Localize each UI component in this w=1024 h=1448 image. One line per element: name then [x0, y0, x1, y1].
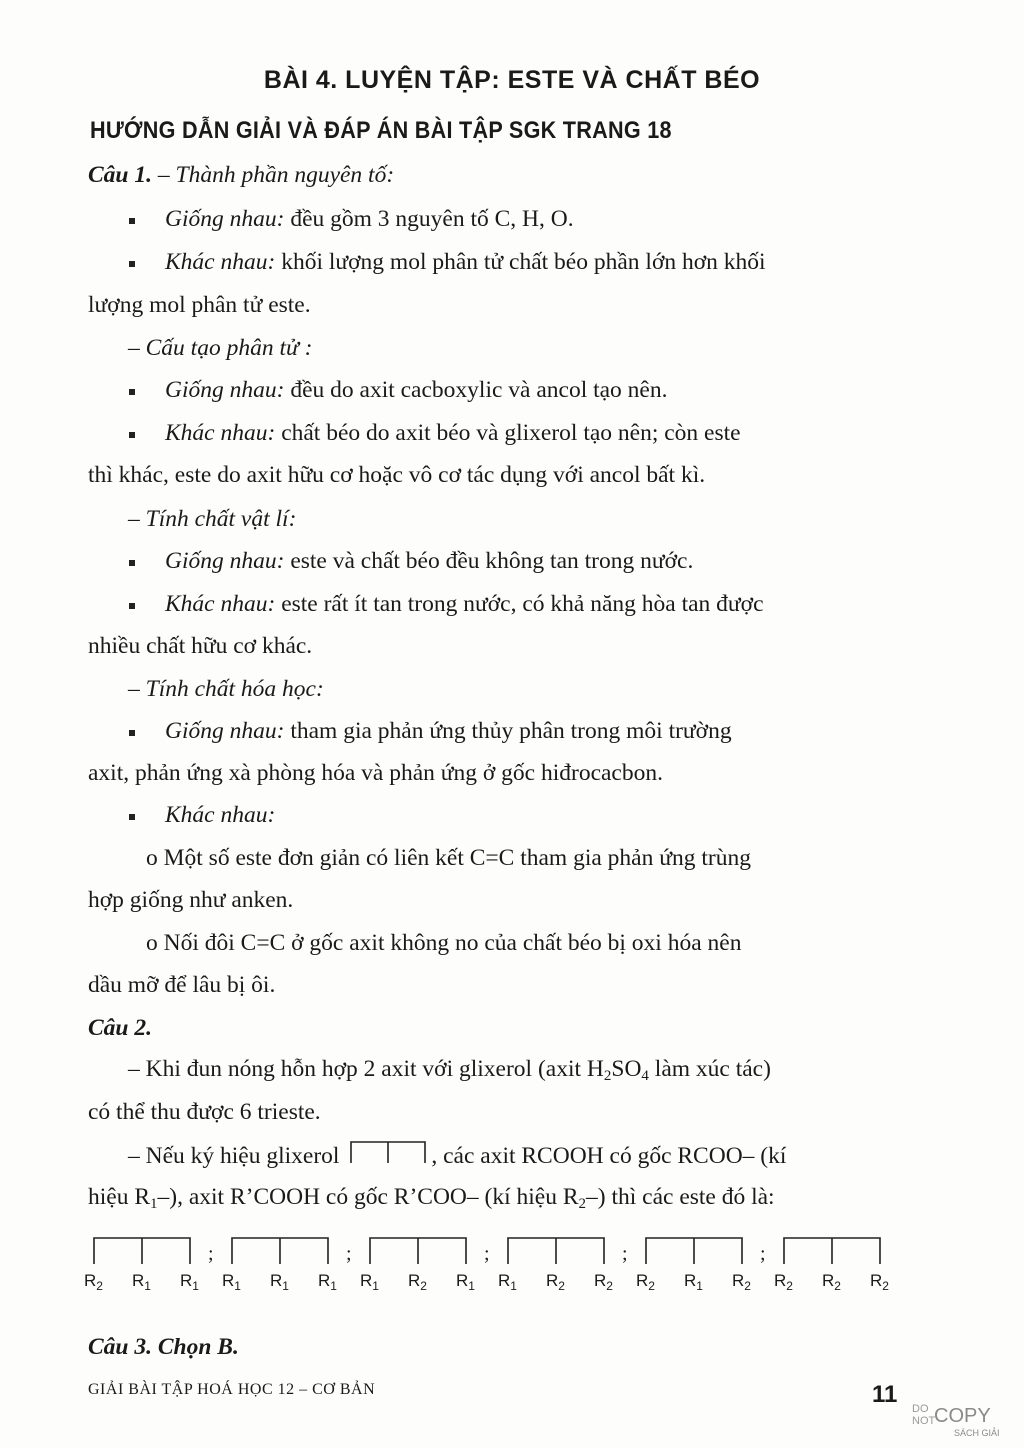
- paragraph-line: nhiều chất hữu cơ khác.: [88, 633, 313, 659]
- text-segment: hiệu R: [88, 1184, 151, 1210]
- item-label: Khác nhau:: [165, 249, 276, 275]
- paragraph-line: [128, 1054, 771, 1084]
- paragraph-line: [165, 375, 668, 405]
- item-text: tham gia phản ứng thủy phân trong môi trường: [284, 718, 732, 744]
- section-subtitle: HƯỚNG DẪN GIẢI VÀ ĐÁP ÁN BÀI TẬP SGK TRANG 18: [90, 117, 672, 144]
- ester-separator: ;: [346, 1243, 352, 1265]
- text-segment: SO: [611, 1056, 642, 1082]
- ester-bracket: [508, 1238, 604, 1264]
- item-label: Giống nhau:: [165, 718, 285, 744]
- bullet-icon: [129, 603, 135, 609]
- page-title: BÀI 4. LUYỆN TẬP: ESTE VÀ CHẤT BÉO: [263, 66, 761, 94]
- paragraph-line: axit, phản ứng xà phòng hóa và phản ứng ở gốc hiđrocacbon.: [88, 760, 663, 786]
- footer-book-title: GIẢI BÀI TẬP HOÁ HỌC 12 – CƠ BẢN: [88, 1381, 376, 1398]
- paragraph-line: có thể thu được 6 trieste.: [88, 1099, 321, 1125]
- sub-item-line: o Nối đôi C=C ở gốc axit không no của chất béo bị oxi hóa nên: [146, 930, 742, 956]
- item-text: đều gồm 3 nguyên tố C, H, O.: [284, 206, 574, 232]
- ester-structure: [498, 1238, 613, 1293]
- ester-label: $R_1$: [360, 1271, 379, 1293]
- section-heading: – Cấu tạo phân tử :: [128, 335, 313, 361]
- sub-item-line: dầu mỡ để lâu bị ôi.: [88, 972, 276, 998]
- paragraph-line: lượng mol phân tử este.: [88, 292, 311, 318]
- ester-bracket: [370, 1238, 466, 1264]
- subscript: 4: [641, 1068, 649, 1084]
- ester-label: $R_1$: [270, 1271, 289, 1293]
- paragraph-line: [165, 247, 766, 277]
- item-text: este và chất béo đều không tan trong nước.: [284, 548, 694, 574]
- ester-label: $R_2$: [636, 1271, 655, 1293]
- paragraph-line: [165, 204, 574, 234]
- ester-label: $R_2$: [594, 1271, 613, 1293]
- esters-diagram: [80, 1230, 920, 1300]
- section-heading: – Tính chất hóa học:: [128, 676, 324, 702]
- section-heading: – Thành phần nguyên tố:: [152, 162, 395, 188]
- item-label: Giống nhau:: [165, 206, 285, 232]
- text-segment: – Khi đun nóng hỗn hợp 2 axit với glixerol (axit H: [128, 1056, 604, 1082]
- ester-label: $R_2$: [870, 1271, 889, 1293]
- bullet-icon: [129, 560, 135, 566]
- paragraph-line: thì khác, este do axit hữu cơ hoặc vô cơ tác dụng với ancol bất kì.: [88, 462, 706, 488]
- item-text: khối lượng mol phân tử chất béo phần lớn hơn khối: [275, 249, 766, 275]
- text-segment: làm xúc tác): [648, 1056, 771, 1082]
- subscript: 2: [603, 1068, 612, 1084]
- ester-label: $R_1$: [132, 1271, 151, 1293]
- subscript: 2: [578, 1196, 587, 1212]
- ester-label: $R_2$: [774, 1271, 793, 1293]
- item-label: Giống nhau:: [165, 377, 285, 403]
- paragraph-line: [128, 1139, 786, 1171]
- ester-bracket: [646, 1238, 742, 1264]
- paragraph-line: [165, 418, 741, 448]
- text-segment: , các axit RCOOH có gốc RCOO– (kí: [431, 1143, 787, 1169]
- ester-separator: ;: [484, 1243, 490, 1265]
- paragraph-line: [165, 589, 764, 619]
- ester-separator: ;: [208, 1243, 214, 1265]
- ester-label: $R_1$: [222, 1271, 241, 1293]
- ester-label: $R_1$: [456, 1271, 475, 1293]
- bullet-icon: [129, 261, 135, 267]
- bullet-icon: [129, 218, 135, 224]
- watermark-logo: [910, 1400, 1014, 1440]
- item-label: Khác nhau:: [165, 591, 276, 617]
- bullet-icon: [129, 730, 135, 736]
- text-segment: –) thì các este đó là:: [586, 1184, 775, 1210]
- paragraph-line: [165, 716, 732, 746]
- ester-structure: [774, 1238, 889, 1293]
- ester-structure: [222, 1238, 337, 1293]
- item-text: chất béo do axit béo và glixerol tạo nên; còn este: [275, 420, 741, 446]
- question-2-label: Câu 2.: [88, 1015, 152, 1041]
- bullet-icon: [129, 389, 135, 395]
- question-3-label: Câu 3. Chọn B.: [88, 1334, 239, 1360]
- ester-separator: ;: [622, 1243, 628, 1265]
- question-1-label: Câu 1.: [88, 162, 152, 188]
- ester-label: $R_2$: [408, 1271, 427, 1293]
- ester-label: $R_1$: [180, 1271, 199, 1293]
- ester-separator: ;: [760, 1243, 766, 1265]
- bullet-icon: [129, 814, 135, 820]
- page-number: 11: [872, 1381, 898, 1408]
- question-1-line: [88, 160, 394, 190]
- ester-label: $R_1$: [684, 1271, 703, 1293]
- ester-label: $R_2$: [732, 1271, 751, 1293]
- paragraph-line: [165, 546, 693, 576]
- sub-item-line: o Một số este đơn giản có liên kết C=C tham gia phản ứng trùng: [146, 845, 751, 871]
- ester-structure: [360, 1238, 475, 1293]
- item-text: đều do axit cacboxylic và ancol tạo nên.: [284, 377, 668, 403]
- sub-item-line: hợp giống như anken.: [88, 887, 294, 913]
- watermark-text-not: NOT: [912, 1415, 936, 1427]
- glycerol-symbol: [345, 1139, 431, 1165]
- ester-label: $R_2$: [546, 1271, 565, 1293]
- ester-bracket: [784, 1238, 880, 1264]
- ester-bracket: [94, 1238, 190, 1264]
- text-segment: –), axit R’COOH có gốc R’COO– (kí hiệu R: [157, 1184, 579, 1210]
- watermark-text-copy: COPY: [934, 1405, 991, 1427]
- item-text: este rất ít tan trong nước, có khả năng hòa tan được: [275, 591, 764, 617]
- paragraph-line: [88, 1182, 775, 1212]
- ester-structure: [84, 1238, 199, 1293]
- item-label: Khác nhau:: [165, 420, 276, 446]
- item-label: Giống nhau:: [165, 548, 285, 574]
- item-label: Khác nhau:: [165, 802, 276, 828]
- ester-bracket: [232, 1238, 328, 1264]
- section-heading: – Tính chất vật lí:: [128, 506, 297, 532]
- ester-label: $R_2$: [84, 1271, 103, 1293]
- text-segment: – Nếu ký hiệu glixerol: [128, 1143, 340, 1169]
- ester-label: $R_1$: [498, 1271, 517, 1293]
- watermark-text-site: SÁCH GIẢI: [954, 1428, 1000, 1438]
- bullet-icon: [129, 432, 135, 438]
- watermark-text-do: DO: [912, 1403, 929, 1415]
- subscript: 1: [150, 1196, 158, 1212]
- ester-label: $R_2$: [822, 1271, 841, 1293]
- ester-structure: [636, 1238, 751, 1293]
- ester-label: $R_1$: [318, 1271, 337, 1293]
